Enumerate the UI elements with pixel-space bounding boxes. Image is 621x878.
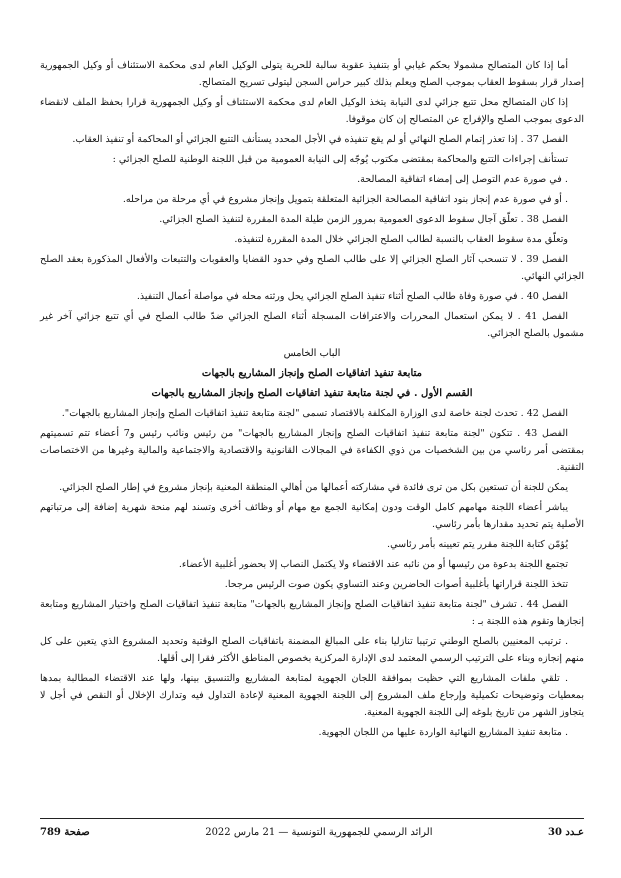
article-39: الفصل 39 . لا تنسحب آثار الصلح الجزائي إلا على طالب الصلح وفي حدود القضايا والعقوبات والتتبعات والأفعال المذكورة بعقد الصلح الجزائي النهائي.: [40, 254, 584, 282]
paragraph: يباشر أعضاء اللجنة مهامهم كامل الوقت ودون إمكانية الجمع مع مهام أو وظائف أخرى وتسند لهم منحة شهرية إضافة إلى مرتباتهم الأصلية يتم تحديد مقدارها بأمر رئاسي.: [40, 502, 584, 530]
paragraph: أما إذا كان المتصالح مشمولا بحكم غيابي أو بتنفيذ عقوبة سالبة للحرية يتولى الوكيل العام لدى محكمة الاستئناف أو وكيل الجمهورية إصدار قرار بسقوط العقاب بموجب الصلح ويعلم بذلك كبير حراس السجن ليتولى تسريح المتصالح.: [40, 60, 584, 88]
article-38: الفصل 38 . تعلّق آجال سقوط الدعوى العمومية بمرور الزمن طيلة المدة المقررة لتنفيذ الصلح الجزائي.: [159, 214, 568, 225]
paragraph: يمكن للجنة أن تستعين بكل من ترى فائدة في مشاركته أعمالها من أهالي المنطقة المعنية بإنجاز مشروع في إطار الصلح الجزائي.: [59, 482, 568, 493]
article-37: الفصل 37 . إذا تعذر إتمام الصلح النهائي أو لم يقع تنفيذه في الأجل المحدد يستأنف التتبع الجزائي أو المحاكمة أو تنفيذ العقاب.: [72, 134, 568, 145]
section-title: القسم الأول . في لجنة متابعة تنفيذ اتفاقيات الصلح وإنجاز المشاريع بالجهات: [151, 387, 473, 399]
list-item: . متابعة تنفيذ المشاريع النهائية الواردة عليها من اللجان الجهوية.: [318, 727, 568, 738]
paragraph: تستأنف إجراءات التتبع والمحاكمة بمقتضى مكتوب يُوجّه إلى النيابة العمومية من قبل اللجنة الوطنية للصلح الجزائي :: [112, 154, 568, 165]
list-item: . أو في صورة عدم إنجاز بنود اتفاقية المصالحة الجزائية المتعلقة بتمويل وإنجاز مشروع في أي مرحلة من مراحله.: [122, 194, 568, 205]
list-item: . تلقي ملفات المشاريع التي حظيت بموافقة اللجان الجهوية لمتابعة المشاريع والتنسيق بينها، ولها عند الاقتضاء المطالبة بمدها بمعطيات وتوضيحات تكميلية وإرجاع ملف المشروع إلى اللجنة الجهوية المعنية لإعادة التداول فيه وتدارك الإخلال أو النقص في أجل لا يتجاوز الشهر من تاريخ بلوغه إلى اللجنة الجهوية المعنية.: [40, 673, 584, 718]
paragraph: يُؤمّن كتابة اللجنة مقرر يتم تعيينه بأمر رئاسي.: [387, 539, 568, 550]
page-number: صفحة 789: [40, 827, 90, 838]
paragraph: وتعلّق مدة سقوط العقاب بالنسبة لطالب الصلح الجزائي خلال المدة المقررة لتنفيذه.: [234, 234, 568, 245]
article-44: الفصل 44 . تشرف "لجنة متابعة تنفيذ اتفاقيات الصلح وإنجاز المشاريع بالجهات" متابعة تنفيذ اتفاقيات الصلح واختيار المشاريع ومتابعة إنجازها وتقوم هذه اللجنة بـ :: [40, 599, 584, 627]
article-40: الفصل 40 . في صورة وفاة طالب الصلح أثناء تنفيذ الصلح الجزائي يحل ورثته محله في مواصلة أعمال التنفيذ.: [136, 291, 568, 302]
article-42: الفصل 42 . تحدث لجنة خاصة لدى الوزارة المكلفة بالاقتصاد تسمى "لجنة متابعة تنفيذ اتفاقيات الصلح وإنجاز المشاريع بالجهات".: [61, 408, 568, 419]
paragraph: تجتمع اللجنة بدعوة من رئيسها أو من نائبه عند الاقتضاء ولا يكتمل النصاب إلا بحضور أغلبية الأعضاء.: [178, 559, 568, 570]
chapter-label: الباب الخامس: [283, 348, 341, 359]
journal-title: الرائد الرسمي للجمهورية التونسية — 21 مارس 2022: [205, 827, 433, 838]
page-footer: [40, 818, 584, 838]
paragraph: إذا كان المتصالح محل تتبع جزائي لدى النيابة يتخذ الوكيل العام لدى محكمة الاستئناف أو وكيل الجمهورية قرارا بحفظ الملف لانقضاء الدعوى بموجب الصلح والإفراج عن المتصالح إن كان موقوفا.: [40, 97, 584, 125]
issue-number: عـدد 30: [547, 827, 584, 838]
paragraph: تتخذ اللجنة قراراتها بأغلبية أصوات الحاضرين وعند التساوي يكون صوت الرئيس مرجحا.: [224, 579, 568, 590]
chapter-title: متابعة تنفيذ اتفاقيات الصلح وإنجاز المشاريع بالجهات: [201, 367, 423, 379]
article-43: الفصل 43 . تتكون "لجنة متابعة تنفيذ اتفاقيات الصلح وإنجاز المشاريع بالجهات" من رئيس ونائب رئيس و7 أعضاء تتم تسميتهم بمقتضى أمر رئاسي من بين الشخصيات من ذوي الكفاءة في المجالات القانونية والاقتصادية والاجتماعية والمالية وغيرها من الاختصاصات التقنية.: [40, 428, 584, 473]
article-41: الفصل 41 . لا يمكن استعمال المحررات والاعترافات المسجلة أثناء الصلح الجزائي ضدّ طالب الصلح في أي تتبع جزائي آخر غير مشمول بالصلح الجزائي.: [40, 311, 584, 339]
list-item: . في صورة عدم التوصل إلى إمضاء اتفاقية المصالحة.: [357, 174, 568, 185]
list-item: . ترتيب المعنيين بالصلح الوطني ترتيبا تنازليا بناء على المبالغ المضمنة باتفاقيات الصلح الوقتية وتحديد المشروع الذي يتعين على كل منهم إنجازه وبناء على الترتيب الرسمي المعتمد لدى الإدارة المركزية بخصوص المناطق الأكثر فقرا إلى أقلها.: [40, 636, 584, 664]
